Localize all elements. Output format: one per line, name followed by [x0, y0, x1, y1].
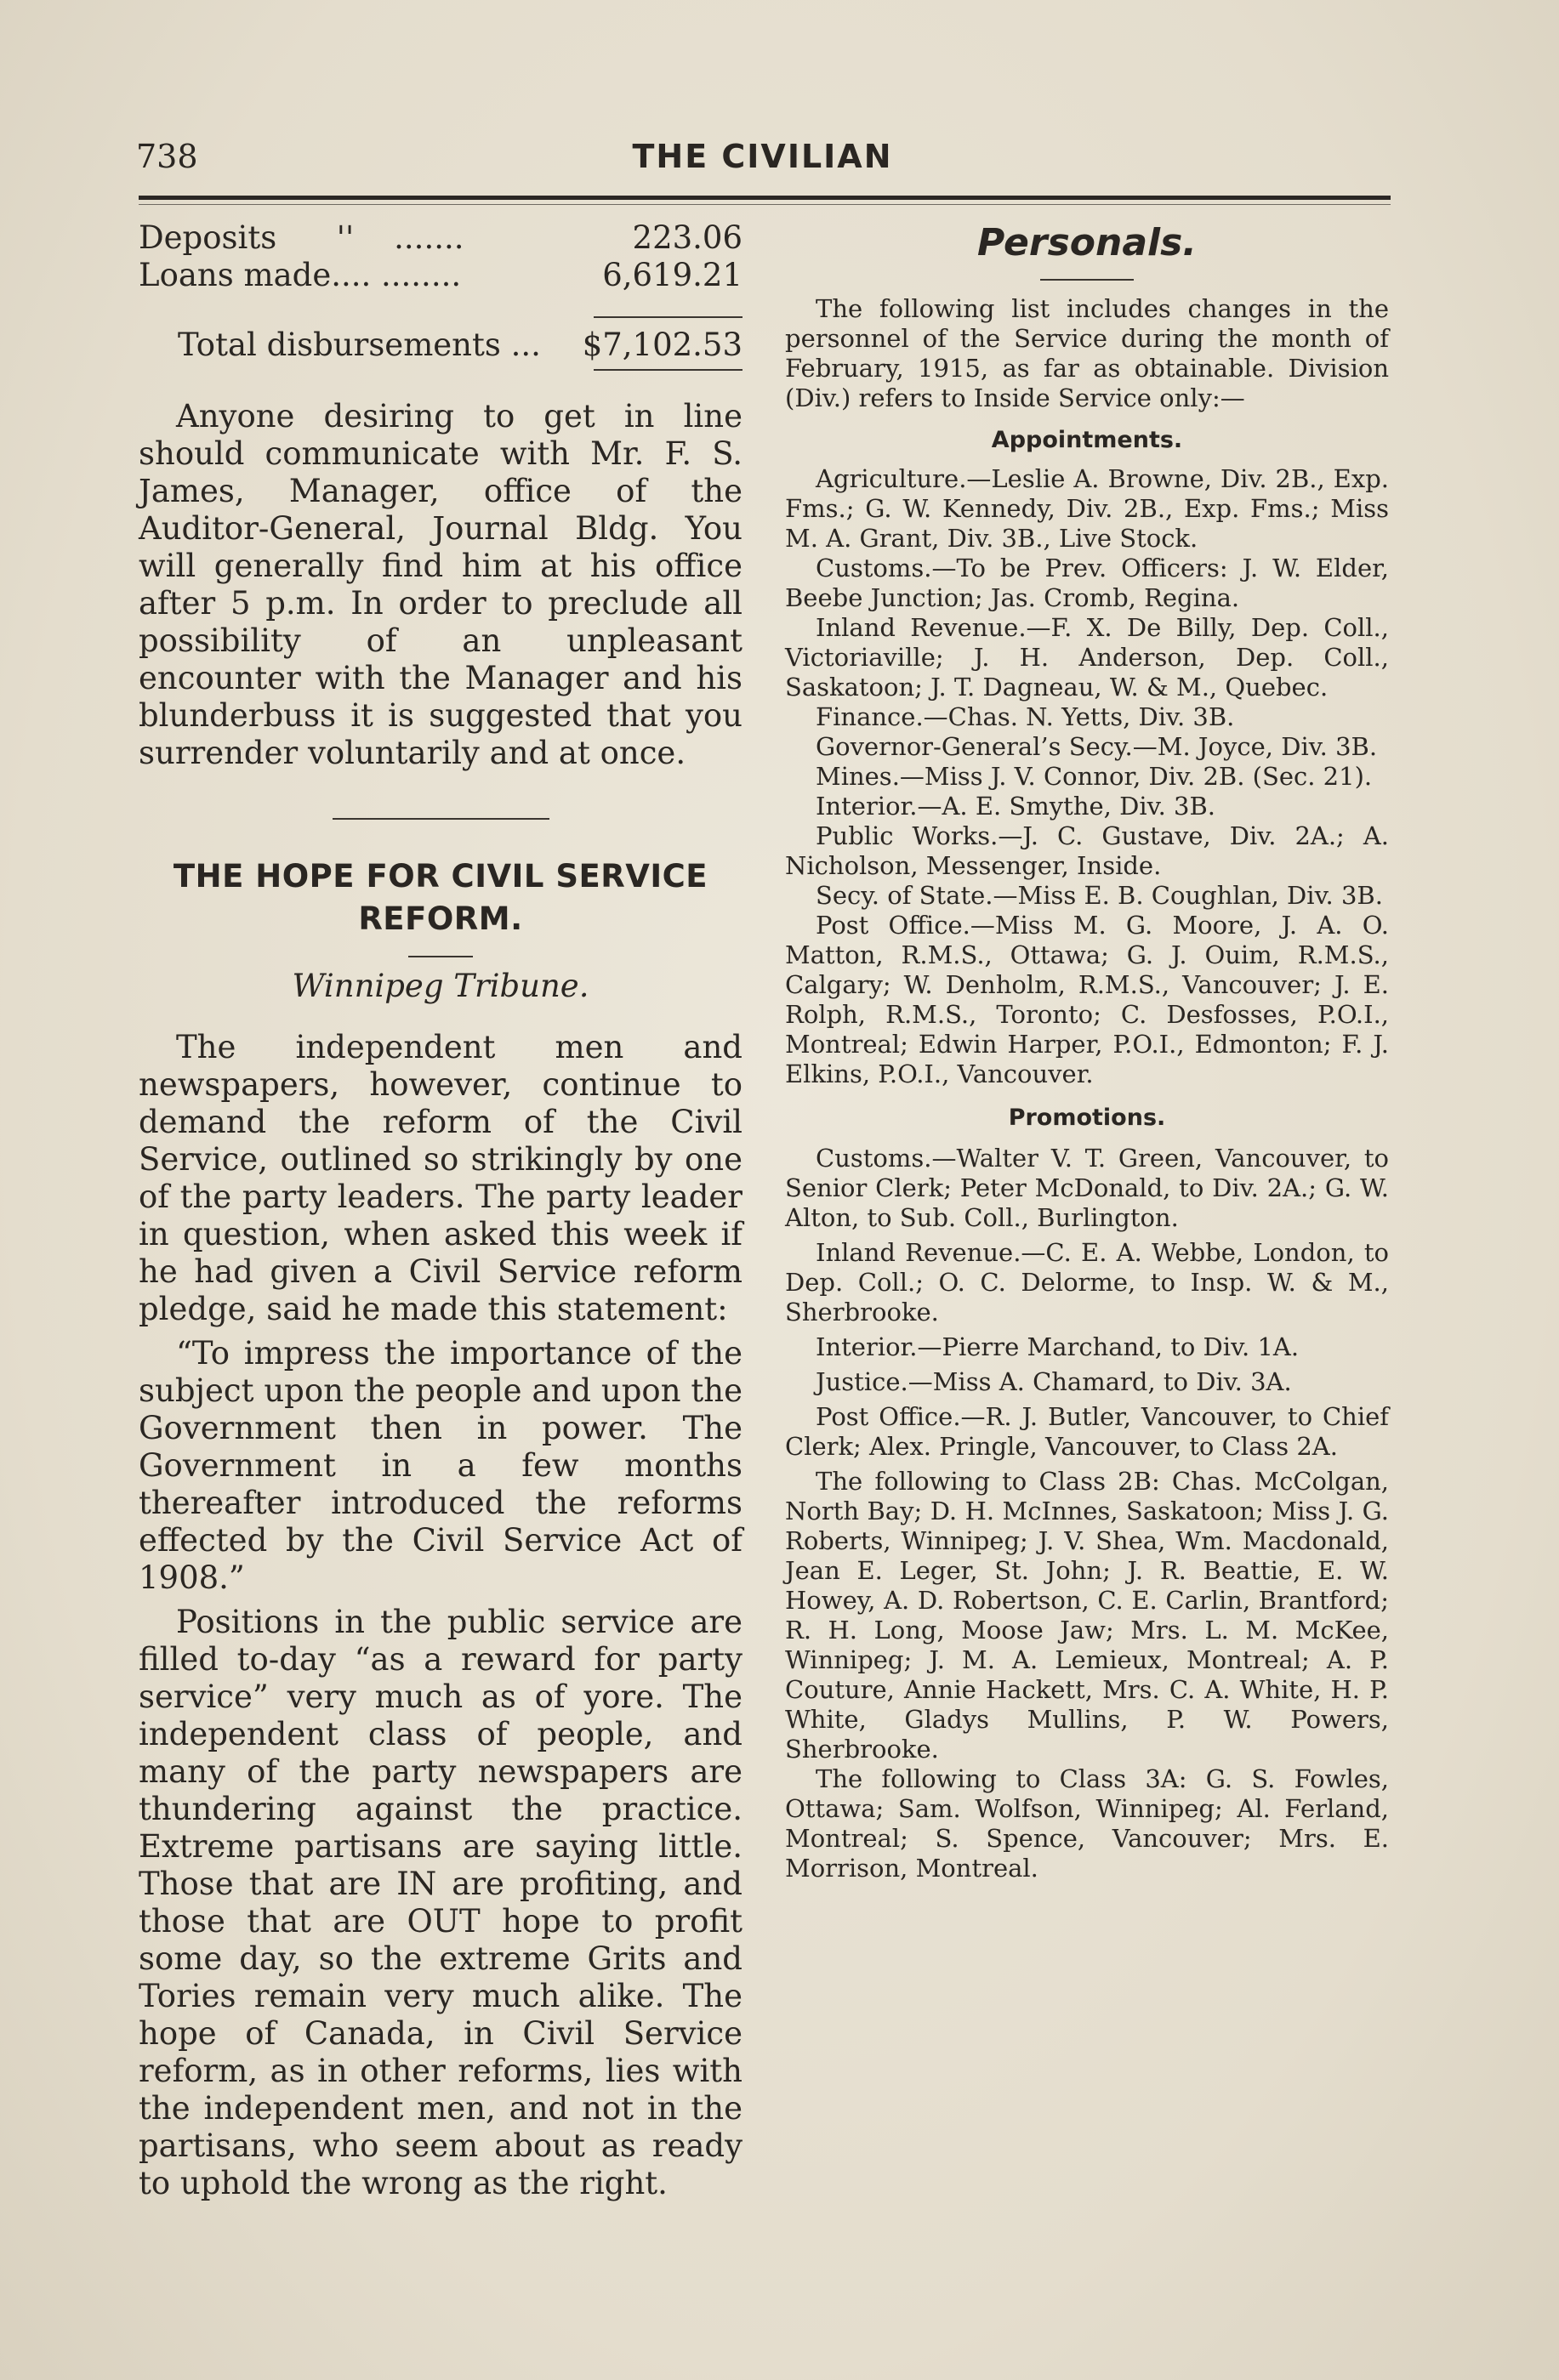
appointments-heading: Appointments. [991, 427, 1183, 453]
ledger-total-rule [594, 369, 743, 371]
ledger-row-loans [139, 257, 743, 294]
ledger-sum-rule [594, 316, 743, 318]
right-column [785, 219, 1389, 1883]
ledger-label: Loans made.... ........ [139, 257, 462, 293]
appointment-entry: Post Office.—Miss M. G. Moore, J. A. O. Matton, R.M.S., Ottawa; G. J. Ouim, R.M.S., Calgary; W. Denholm, R.M.S., Vancouver; J. E. Rolph, R.M.S., Toronto; C. Desfosses, P.O.I., Montreal; Edwin Harper, P.O.I., Edmonton; F. J. Elkins, P.O.I., Vancouver. [785, 911, 1389, 1088]
appointment-entry: Agriculture.—Leslie A. Browne, Div. 2B., Exp. Fms.; G. W. Kennedy, Div. 2B., Exp. Fms.; Miss M. A. Grant, Div. 3B., Live Stock. [785, 464, 1389, 553]
promotion-entry: Interior.—Pierre Marchand, to Div. 1A. [816, 1332, 1300, 1361]
appointment-entry: Mines.—Miss J. V. Connor, Div. 2B. (Sec. 21). [816, 762, 1373, 791]
article-headline: THE HOPE FOR CIVIL SERVICE REFORM. [173, 858, 708, 937]
headline-rule [408, 956, 473, 957]
article-byline: Winnipeg Tribune. [292, 968, 589, 1004]
closing-paragraph: Anyone desiring to get in line should communicate with Mr. F. S. James, Manager, office of the Auditor-General, Journal Bldg. You will generally find him at his office after 5 p.m. In order to preclude all possibility of an unpleasant encounter with the Manager and his blunderbuss it is suggested that you surrender voluntarily and at once. [139, 398, 743, 771]
appointment-entry: Customs.—To be Prev. Officers: J. W. Elder, Beebe Junction; Jas. Cromb, Regina. [785, 554, 1389, 612]
personals-headline: Personals. [976, 221, 1198, 264]
promotions-list [785, 1144, 1389, 1883]
ledger-label: Deposits '' ....... [139, 219, 464, 256]
article-quote: “To impress the importance of the subject upon the people and upon the Government then in power. The Government in a few months thereafter introduced the reforms effected by the Civil Service Act of 1908.” [139, 1335, 743, 1596]
promotion-entry: Justice.—Miss A. Chamard, to Div. 3A. [816, 1367, 1292, 1396]
appointment-entry: Secy. of State.—Miss E. B. Coughlan, Div. 3B. [816, 881, 1383, 910]
appointment-entry: Public Works.—J. C. Gustave, Div. 2A.; A. Nicholson, Messenger, Inside. [785, 821, 1389, 880]
promotion-entry: Customs.—Walter V. T. Green, Vancouver, to Senior Clerk; Peter McDonald, to Div. 2A.; G. W. Alton, to Sub. Coll., Burlington. [785, 1144, 1389, 1232]
promotion-entry: The following to Class 3A: G. S. Fowles, Ottawa; Sam. Wolfson, Winnipeg; Al. Ferland, Montreal; S. Spence, Vancouver; Mrs. E. Morrison, Montreal. [785, 1764, 1389, 1883]
header-rule-left [139, 196, 887, 200]
appointment-entry: Governor-General’s Secy.—M. Joyce, Div. 3B. [816, 732, 1378, 761]
personals-intro: The following list includes changes in the personnel of the Service during the month of February, 1915, as far as obtainable. Division (Div.) refers to Inside Service only:— [785, 294, 1389, 412]
ledger-value: 6,619.21 [602, 257, 743, 293]
appointment-entry: Inland Revenue.—F. X. De Billy, Dep. Coll., Victoriaville; J. H. Anderson, Dep. Coll., Saskatoon; J. T. Dagneau, W. & M., Quebec. [785, 613, 1389, 702]
ledger-value: 223.06 [632, 219, 743, 256]
appointment-entry: Interior.—A. E. Smythe, Div. 3B. [816, 792, 1215, 821]
ledger-total-value: $7,102.53 [582, 327, 743, 363]
ledger-row-total [139, 327, 743, 364]
promotion-entry: The following to Class 2B: Chas. McColgan, North Bay; D. H. McInnes, Saskatoon; Miss J. G. Roberts, Winnipeg; J. V. Shea, Wm. Macdonald, Jean E. Leger, St. John; J. R. Beattie, E. W. Howey, A. D. Robertson, C. E. Carlin, Brantford; R. H. Long, Moose Jaw; Mrs. L. M. McKee, Winnipeg; J. M. A. Lemieux, Montreal; A. P. Couture, Annie Hackett, Mrs. C. A. White, H. P. White, Gladys Mullins, P. W. Powers, Sherbrooke. [785, 1467, 1389, 1764]
running-title: THE CIVILIAN [632, 138, 893, 175]
ledger-row-deposits [139, 219, 743, 257]
page-header [136, 138, 1389, 180]
article-paragraph: The independent men and newspapers, however, continue to demand the reform of the Civil Service, outlined so strikingly by one of the party leaders. The party leader in question, when asked this week if he had given a Civil Service reform pledge, said he made this statement: [139, 1029, 743, 1327]
page-number: 738 [136, 138, 198, 175]
header-rule-thin [139, 204, 1391, 205]
header-rule-right [885, 196, 1391, 200]
article-paragraph: Positions in the public service are filled to-day “as a reward for party service” very much as of yore. The independent class of people, and many of the party newspapers are thundering against the practice. Extreme partisans are saying little. Those that are IN are profiting, and those that are OUT hope to profit some day, so the extreme Grits and Tories remain very much alike. The hope of Canada, in Civil Service reform, as in other reforms, lies with the independent men, and not in the partisans, who seem about as ready to uphold the wrong as the right. [139, 1604, 743, 2201]
appointments-list [785, 464, 1389, 1089]
promotion-entry: Post Office.—R. J. Butler, Vancouver, to Chief Clerk; Alex. Pringle, Vancouver, to Class 2A. [785, 1402, 1389, 1461]
personals-rule [1040, 279, 1134, 281]
promotion-entry: Inland Revenue.—C. E. A. Webbe, London, to Dep. Coll.; O. C. Delorme, to Insp. W. & M., Sherbrooke. [785, 1238, 1389, 1326]
section-divider [333, 818, 549, 820]
ledger-total-label: Total disbursements ... [178, 327, 541, 363]
left-column [139, 219, 743, 2202]
appointment-entry: Finance.—Chas. N. Yetts, Div. 3B. [816, 702, 1235, 731]
promotions-heading: Promotions. [1008, 1105, 1166, 1131]
